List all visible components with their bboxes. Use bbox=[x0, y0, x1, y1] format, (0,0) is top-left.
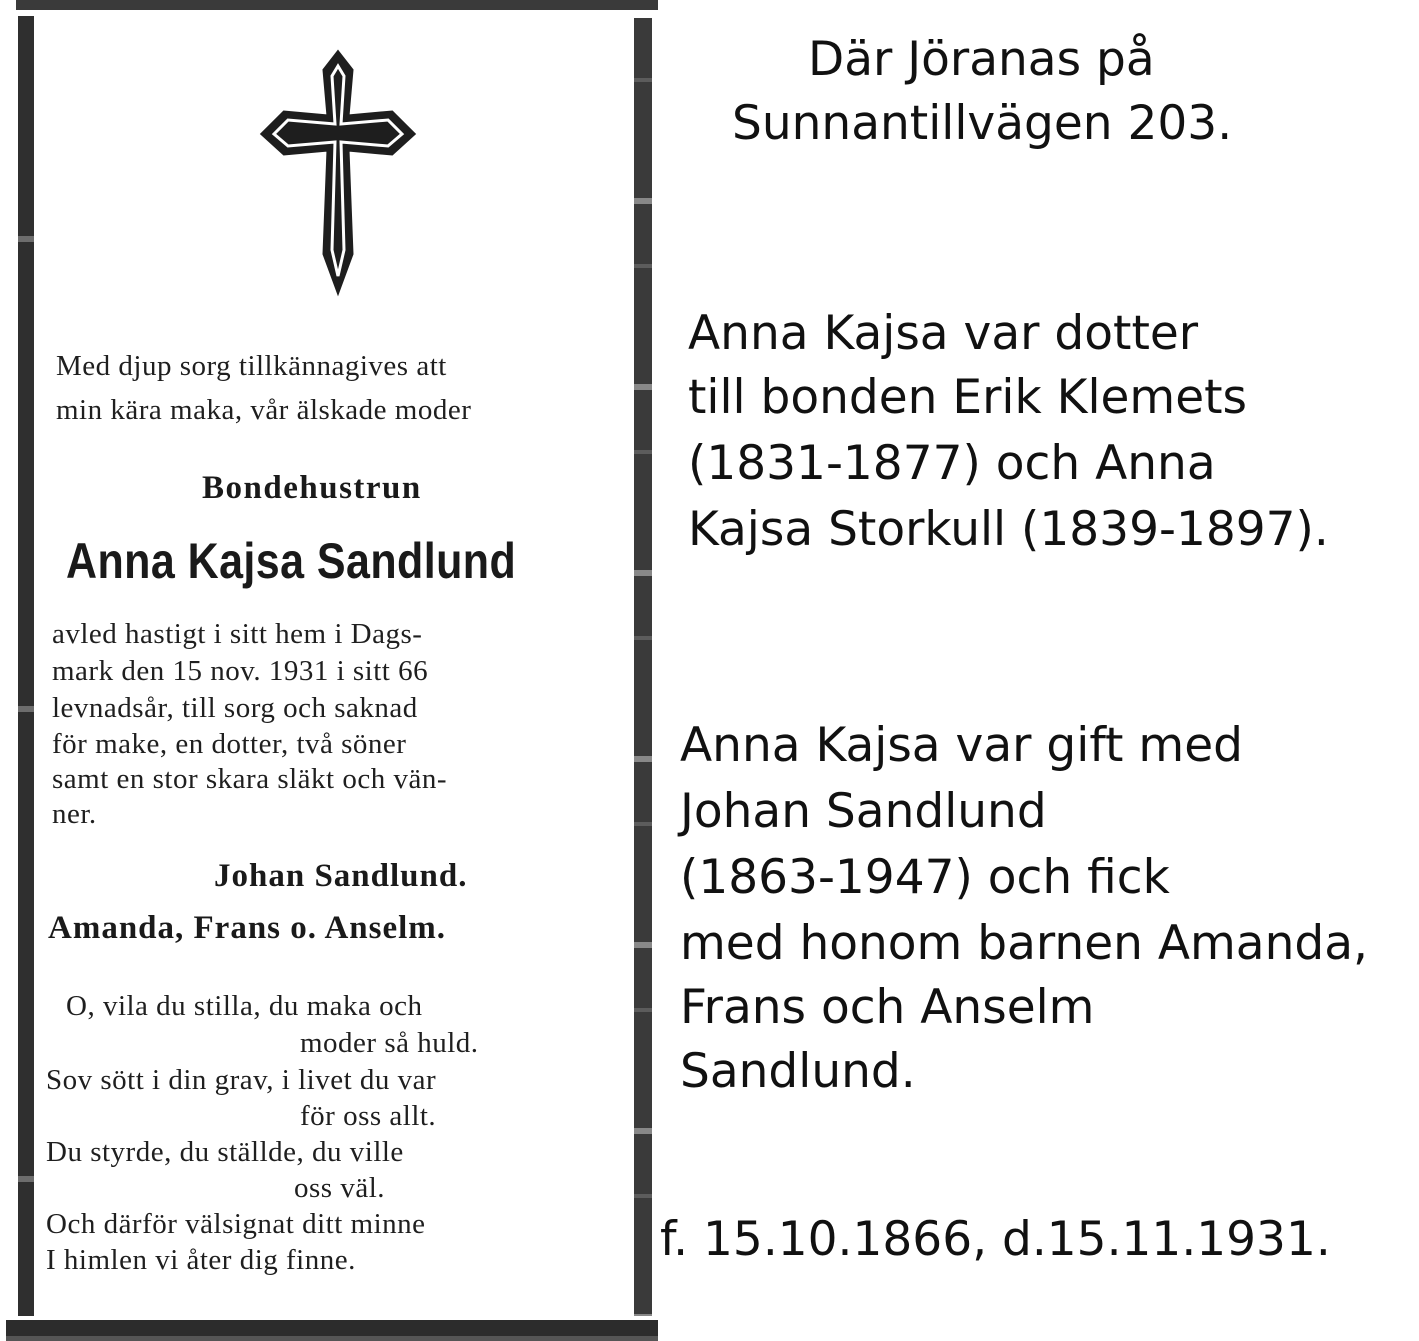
signature-line-2: Amanda, Frans o. Anselm. bbox=[48, 910, 447, 946]
note-parents-line-4: Kajsa Storkull (1839-1897). bbox=[688, 502, 1329, 557]
title-bondehustrun: Bondehustrun bbox=[202, 470, 422, 506]
body-line-5: samt en stor skara släkt och vän- bbox=[52, 763, 448, 795]
note-parents-line-1: Anna Kajsa var dotter bbox=[688, 306, 1199, 361]
poem-line-6: oss väl. bbox=[294, 1172, 385, 1204]
intro-line-2: min kära maka, vår älskade moder bbox=[56, 394, 472, 426]
poem-line-4: för oss allt. bbox=[300, 1100, 437, 1132]
note-marriage-line-4: med honom barnen Amanda, bbox=[680, 916, 1368, 971]
clipping-border-bottom bbox=[6, 1316, 658, 1341]
clipping-border-left bbox=[18, 16, 34, 1321]
note-parents-line-3: (1831-1877) och Anna bbox=[688, 436, 1216, 491]
body-line-3: levnadsår, till sorg och saknad bbox=[52, 692, 418, 724]
poem-line-7: Och därför välsignat ditt minne bbox=[46, 1208, 426, 1240]
note-marriage-line-2: Johan Sandlund bbox=[680, 784, 1047, 839]
note-marriage-line-5: Frans och Anselm bbox=[680, 980, 1095, 1035]
poem-line-5: Du styrde, du ställde, du ville bbox=[46, 1136, 404, 1168]
note-marriage-line-3: (1863-1947) och fick bbox=[680, 850, 1170, 905]
body-line-4: för make, en dotter, två söner bbox=[52, 728, 407, 760]
note-address-line-1: Där Jöranas på bbox=[808, 32, 1155, 87]
note-marriage-line-6: Sandlund. bbox=[680, 1044, 916, 1099]
poem-line-2: moder så huld. bbox=[300, 1027, 479, 1059]
poem-line-1: O, vila du stilla, du maka och bbox=[66, 990, 423, 1022]
body-line-6: ner. bbox=[52, 798, 97, 830]
note-marriage-line-1: Anna Kajsa var gift med bbox=[680, 718, 1243, 773]
signature-line-1: Johan Sandlund. bbox=[214, 858, 468, 894]
note-address-line-2: Sunnantillvägen 203. bbox=[732, 96, 1233, 151]
body-line-2: mark den 15 nov. 1931 i sitt 66 bbox=[52, 655, 429, 687]
poem-line-3: Sov sött i din grav, i livet du var bbox=[46, 1064, 437, 1096]
note-dates: f. 15.10.1866, d.15.11.1931. bbox=[660, 1212, 1331, 1267]
body-line-1: avled hastigt i sitt hem i Dags- bbox=[52, 618, 423, 650]
clipping-border-right bbox=[634, 18, 652, 1323]
title-name: Anna Kajsa Sandlund bbox=[66, 533, 517, 589]
latin-cross-icon bbox=[256, 46, 420, 298]
note-parents-line-2: till bonden Erik Klemets bbox=[688, 370, 1248, 425]
poem-line-8: I himlen vi åter dig finne. bbox=[46, 1244, 356, 1276]
clipping-border-top bbox=[16, 0, 658, 10]
intro-line-1: Med djup sorg tillkännagives att bbox=[56, 350, 447, 382]
obituary-clipping bbox=[6, 0, 658, 1341]
